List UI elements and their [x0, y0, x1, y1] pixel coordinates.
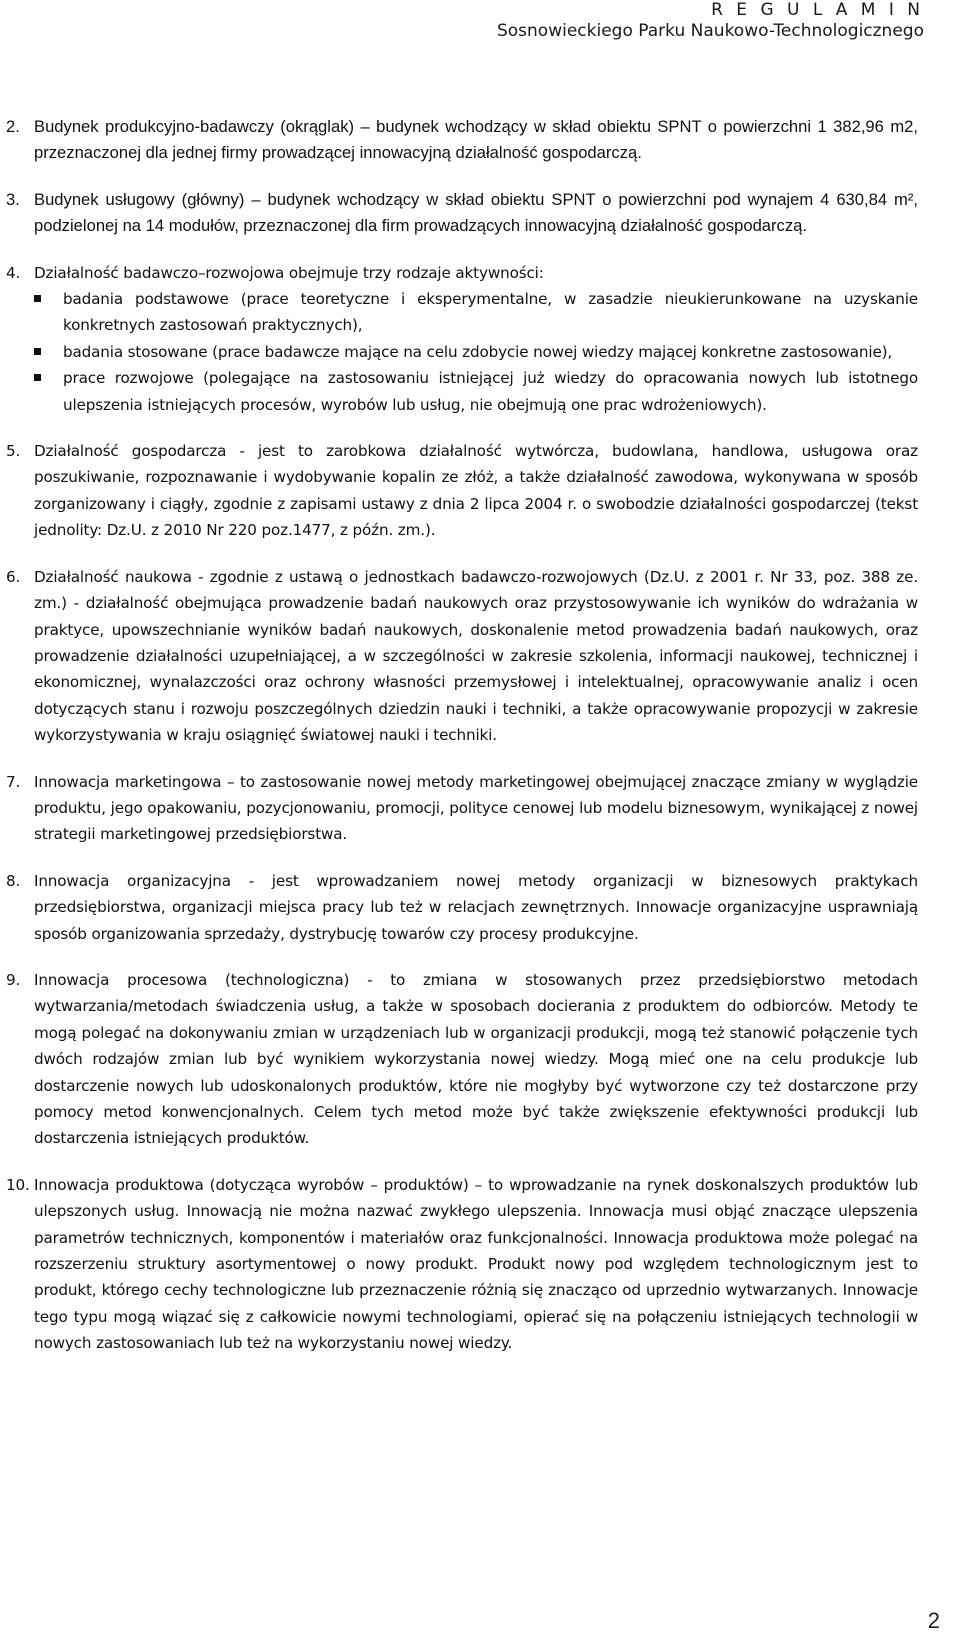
item-text: Innowacja marketingowa – to zastosowanie nowej metody marketingowej obejmującej znaczące zmiany w wyglądzie produktu, jego opakowaniu, pozycjonowaniu, promocji, polityce cenowej lub modelu biznesowym, wynikającej z nowej strategii marketingowej przedsiębiorstwa. [34, 772, 918, 844]
item-text: Innowacja produktowa (dotycząca wyrobów – produktów) – to wprowadzanie na rynek doskonalszych produktów lub ulepszonych usług. Innowacją nie można nazwać zwykłego ulepszenia. Innowacja musi objąć znaczące ulepszenia parametrów technicznych, komponentów i materiałów oraz funkcjonalności. Innowacja produktowa może polegać na rozszerzeniu struktury asortymentowej o nowy produkt. Produkt nowy pod względem technologicznym jest to produkt, którego cechy technologiczne lub przeznaczenie różnią się znacząco od uprzednio wytwarzanych. Innowacje tego typu mogą wiązać się z całkowicie nowymi technologiami, opierać się na połączeniu istniejących technologii w nowych zastosowaniach lub też na wykorzystaniu nowej wiedzy. [34, 1175, 918, 1353]
item-text: Innowacja organizacyjna - jest wprowadzaniem nowej metody organizacji w biznesowych praktykach przedsiębiorstwa, organizacji miejsca pracy lub też w relacjach zewnętrznych. Innowacje organizacyjne usprawniają sposób organizowania sprzedaży, dystrybucję towarów czy procesy produkcyjne. [34, 871, 918, 943]
item-number: 5. [6, 442, 21, 461]
item-text: Działalność badawczo–rozwojowa obejmuje trzy rodzaje aktywności: [34, 263, 544, 282]
item-number: 10. [6, 1175, 30, 1194]
bullet-text: prace rozwojowe (polegające na zastosowaniu istniejącej już wiedzy do opracowania nowych lub istotnego ulepszenia istniejących procesów, wyrobów lub usług, nie obejmują one prac wdrożeniowych). [63, 369, 918, 414]
page-number: 2 [927, 1608, 940, 1633]
square-bullet-icon [34, 374, 41, 381]
item-text: Budynek usługowy (główny) – budynek wchodzący w skład obiektu SPNT o powierzchni pod wynajem 4 630,84 m², podzielonej na 14 modułów, przeznaczonej dla firm prowadzących innowacyjną działalność gospodarczą. [34, 189, 918, 236]
item-number: 7. [6, 772, 21, 791]
header-title: R E G U L A M I N [711, 0, 924, 20]
list-item-5 [0, 438, 918, 544]
item-number: 8. [6, 871, 21, 890]
item-number: 2. [6, 117, 20, 136]
item-number: 4. [6, 263, 21, 282]
bullet-item [34, 365, 918, 418]
list-item-7 [0, 769, 918, 848]
list-item-3 [0, 187, 918, 240]
list-item-2 [0, 114, 918, 167]
header-subtitle: Sosnowieckiego Parku Naukowo-Technologicznego [496, 21, 924, 41]
item-number: 9. [6, 970, 21, 989]
square-bullet-icon [34, 348, 41, 355]
list-item-4 [0, 260, 918, 418]
regulation-body [0, 114, 960, 1377]
bullet-text: badania stosowane (prace badawcze mające na celu zdobycie nowej wiedzy mającej konkretne zastosowanie), [63, 342, 893, 361]
document-header [364, 0, 924, 42]
item-text: Działalność gospodarcza - jest to zarobkowa działalność wytwórcza, budowlana, handlowa, usługowa oraz poszukiwanie, rozpoznawanie i wydobywanie kopalin ze złóż, a także działalność zawodowa, wykonywana w sposób zorganizowany i ciągły, zgodnie z zapisami ustawy z dnia 2 lipca 2004 r. o swobodzie działalności gospodarczej (tekst jednolity: Dz.U. z 2010 Nr 220 poz.1477, z późn. zm.). [34, 442, 918, 540]
list-item-9 [0, 967, 918, 1152]
list-item-6 [0, 564, 918, 749]
bullet-item [34, 286, 918, 339]
bullet-list [34, 286, 918, 418]
list-item-8 [0, 868, 918, 947]
list-item-10 [0, 1172, 918, 1357]
item-text: Działalność naukowa - zgodnie z ustawą o jednostkach badawczo-rozwojowych (Dz.U. z 2001 r. Nr 33, poz. 388 ze. zm.) - działalność obejmująca prowadzenie badań naukowych oraz przystosowywanie ich wyników do wdrażania w praktyce, upowszechnianie wyników badań naukowych, doskonalenie metod prowadzenia badań naukowych, oraz prowadzenie działalności uzupełniającej, a w szczególności w zakresie szkolenia, informacji naukowej, technicznej i ekonomicznej, wynalazczości oraz ochrony własności przemysłowej i intelektualnej, opracowywanie analiz i ocen dotyczących stanu i rozwoju poszczególnych dziedzin nauki i techniki, a także opracowywanie propozycji w zakresie wykorzystywania w kraju osiągnięć światowej nauki i techniki. [34, 567, 918, 745]
item-text: Budynek produkcyjno-badawczy (okrąglak) – budynek wchodzący w skład obiektu SPNT o powierzchni 1 382,96 m2, przeznaczonej dla jednej firmy prowadzącej innowacyjną działalność gospodarczą. [34, 117, 918, 163]
item-text: Innowacja procesowa (technologiczna) - to zmiana w stosowanych przez przedsiębiorstwo metodach wytwarzania/metodach świadczenia usług, a także w sposobach docierania z produktem do odbiorców. Metody te mogą polegać na dokonywaniu zmian w urządzeniach lub w organizacji produkcji, mogą też stanowić połączenie tych dwóch rodzajów zmian lub być wynikiem wykorzystania nowej wiedzy. Mogą mieć one na celu produkcje lub dostarczenie nowych lub udoskonalonych produktów, które nie mogłyby być wytworzone czy też dostarczone przy pomocy metod konwencjonalnych. Celem tych metod może być także zwiększenie efektywności produkcji lub dostarczenia istniejących produktów. [34, 970, 918, 1148]
square-bullet-icon [34, 295, 41, 302]
bullet-text: badania podstawowe (prace teoretyczne i eksperymentalne, w zasadzie nieukierunkowane na uzyskanie konkretnych zastosowań praktycznych), [63, 290, 918, 335]
item-number: 6. [6, 567, 21, 586]
bullet-item [34, 339, 918, 365]
item-number: 3. [6, 189, 20, 209]
